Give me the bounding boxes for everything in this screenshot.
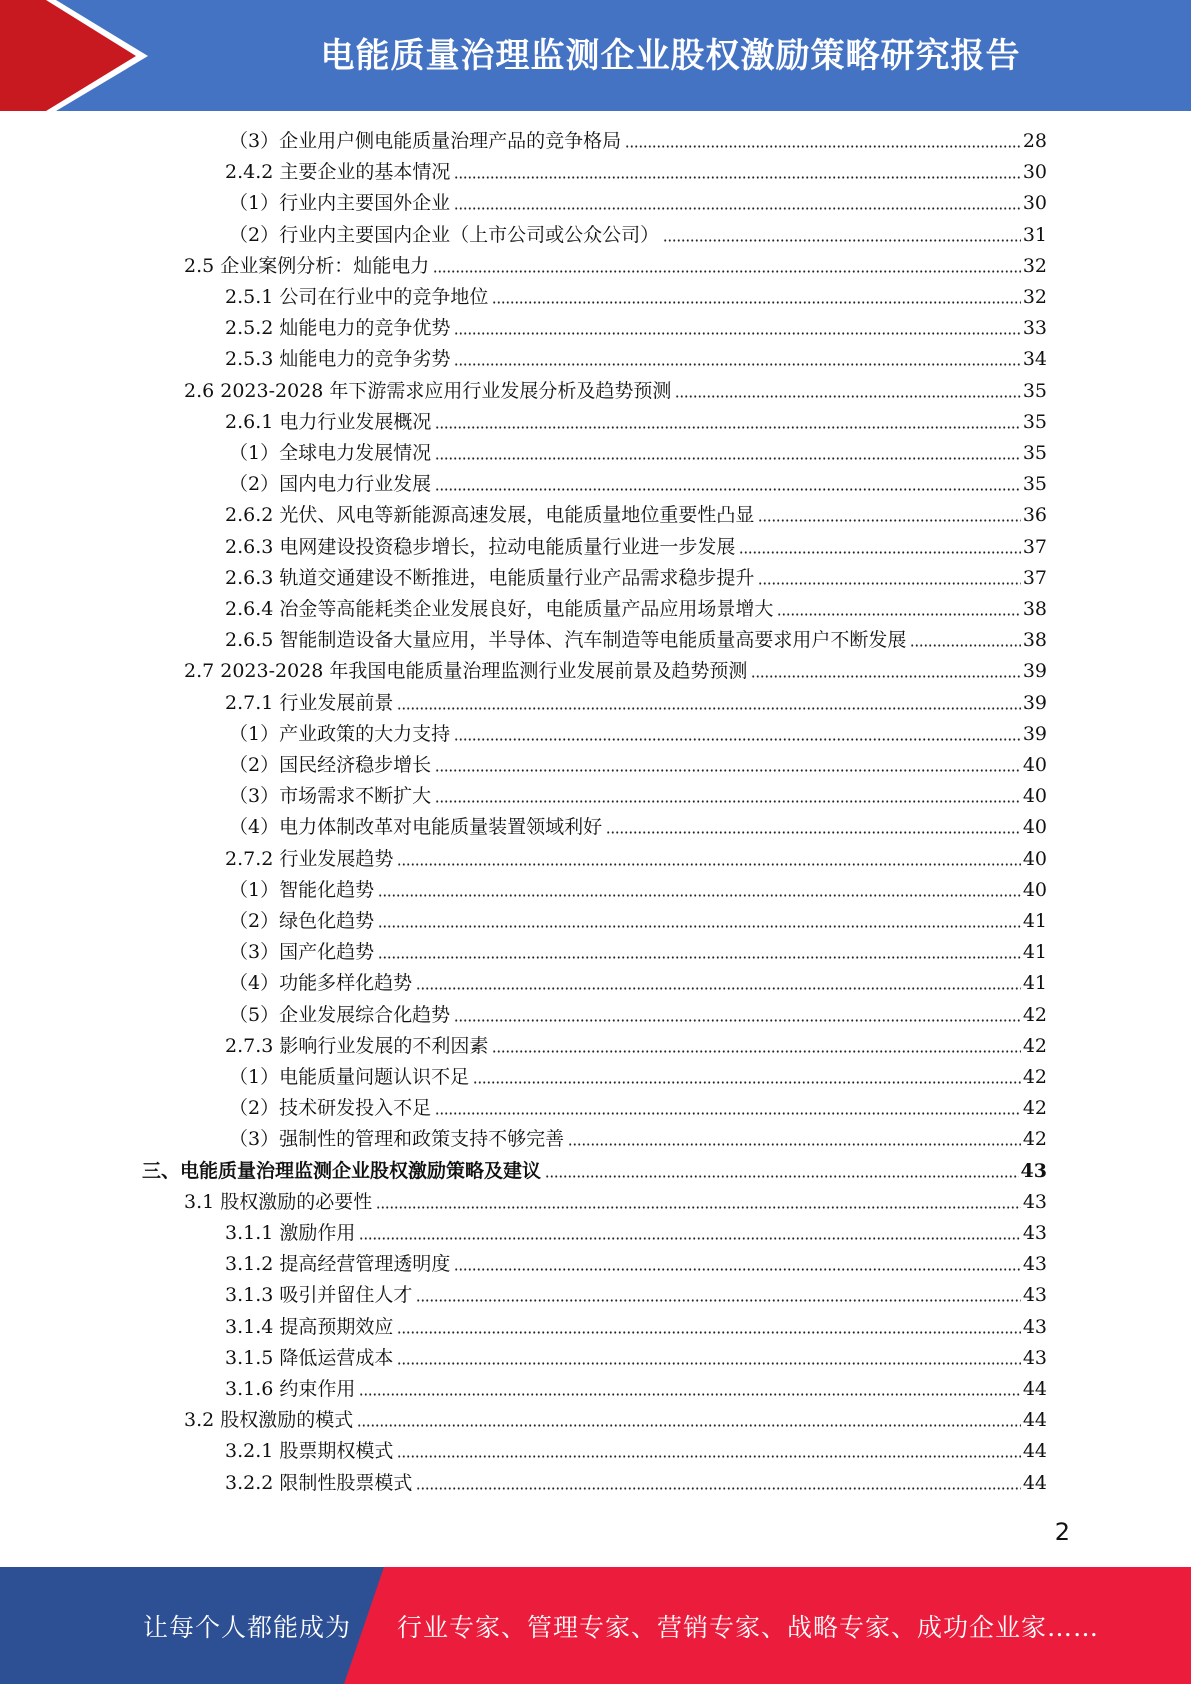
toc-entry-title: 2.7.3 影响行业发展的不利因素 [225,1035,489,1057]
toc-entry-page: 35 [1022,380,1047,402]
toc-entry[interactable] [225,1032,1047,1058]
toc-leader-dots [454,1268,1020,1271]
toc-entry[interactable] [184,1188,1047,1214]
toc-entry-page: 42 [1022,1004,1047,1026]
toc-entry-page: 43 [1022,1347,1047,1369]
toc-leader-dots [910,644,1020,647]
toc-entry[interactable] [225,595,1047,621]
toc-leader-dots [416,1299,1020,1302]
toc-leader-dots [378,894,1021,897]
toc-entry[interactable] [225,408,1047,434]
toc-entry-title: （3）国产化趋势 [229,941,375,963]
toc-entry-page: 39 [1022,692,1047,714]
toc-entry-page: 43 [1020,1160,1047,1182]
toc-leader-dots [435,426,1020,429]
toc-entry[interactable] [225,1344,1047,1370]
toc-entry-page: 42 [1022,1066,1047,1088]
toc-entry-page: 34 [1022,348,1047,370]
toc-entry[interactable] [225,1219,1047,1245]
toc-entry-title: 2.5 企业案例分析：灿能电力 [184,255,430,277]
toc-entry-page: 37 [1022,536,1047,558]
toc-leader-dots [397,1362,1020,1365]
toc-entry-page: 39 [1022,660,1047,682]
toc-entry-title: （3）市场需求不断扩大 [229,785,432,807]
toc-leader-dots [625,145,1021,148]
toc-leader-dots [378,956,1021,959]
toc-entry[interactable] [225,1281,1047,1307]
toc-entry[interactable] [225,1437,1047,1463]
toc-leader-dots [751,675,1020,678]
toc-entry-page: 43 [1022,1253,1047,1275]
toc-entry[interactable] [229,938,1047,964]
toc-entry[interactable] [225,345,1047,371]
toc-entry-title: 3.1 股权激励的必要性 [184,1191,373,1213]
toc-leader-dots [378,925,1021,928]
toc-entry[interactable] [184,252,1047,278]
toc-leader-dots [454,738,1021,741]
toc-entry-page: 30 [1022,161,1047,183]
toc-entry-title: 2.6.5 智能制造设备大量应用，半导体、汽车制造等电能质量高要求用户不断发展 [225,629,907,651]
toc-leader-dots [435,769,1021,772]
toc-entry-title: 3.1.2 提高经营管理透明度 [225,1253,451,1275]
toc-entry-page: 42 [1022,1128,1047,1150]
toc-entry-title: 3.1.4 提高预期效应 [225,1316,394,1338]
toc-entry-title: 2.6.3 轨道交通建设不断推进，电能质量行业产品需求稳步提升 [225,567,755,589]
toc-entry-title: （2）国民经济稳步增长 [229,754,432,776]
toc-entry-title: 2.5.1 公司在行业中的竞争地位 [225,286,489,308]
toc-leader-dots [545,1175,1019,1178]
toc-entry-page: 35 [1022,442,1047,464]
toc-entry-title: 2.6.1 电力行业发展概况 [225,411,432,433]
toc-entry[interactable] [225,1250,1047,1276]
toc-entry[interactable] [229,876,1047,902]
toc-entry-page: 38 [1022,598,1047,620]
toc-entry[interactable] [184,1406,1047,1432]
toc-entry[interactable] [229,907,1047,933]
toc-entry[interactable] [229,1094,1047,1120]
toc-leader-dots [397,863,1020,866]
toc-entry-page: 40 [1022,754,1047,776]
toc-entry[interactable] [142,1157,1047,1183]
toc-entry-title: 2.5.2 灿能电力的竞争优势 [225,317,451,339]
toc-entry-title: （3）企业用户侧电能质量治理产品的竞争格局 [229,130,622,152]
toc-entry-title: 2.7 2023-2028 年我国电能质量治理监测行业发展前景及趋势预测 [184,660,748,682]
toc-entry[interactable] [225,1375,1047,1401]
toc-entry-title: （2）绿色化趋势 [229,910,375,932]
toc-entry[interactable] [225,283,1047,309]
toc-entry-title: 2.6.3 电网建设投资稳步增长，拉动电能质量行业进一步发展 [225,536,736,558]
toc-entry[interactable] [225,533,1047,559]
report-title: 电能质量治理监测企业股权激励策略研究报告 [320,36,1021,76]
footer-roles: 行业专家、管理专家、营销专家、战略专家、成功企业家…… [397,1612,1100,1642]
toc-entry-page: 40 [1022,785,1047,807]
toc-entry[interactable] [229,813,1047,839]
toc-leader-dots [473,1081,1021,1084]
toc-entry[interactable] [225,626,1047,652]
toc-entry-page: 44 [1022,1472,1047,1494]
toc-entry[interactable] [229,127,1047,153]
toc-entry[interactable] [225,564,1047,590]
toc-entry-page: 39 [1022,723,1047,745]
toc-leader-dots [454,1019,1021,1022]
toc-entry-page: 44 [1022,1440,1047,1462]
toc-entry[interactable] [229,1125,1047,1151]
toc-entry[interactable] [184,377,1047,403]
toc-entry[interactable] [225,1469,1047,1495]
toc-entry[interactable] [184,657,1047,683]
toc-leader-dots [492,1050,1020,1053]
toc-entry-page: 35 [1022,473,1047,495]
toc-entry-title: （1）全球电力发展情况 [229,442,432,464]
toc-entry-page: 41 [1022,941,1047,963]
toc-entry-page: 42 [1022,1097,1047,1119]
toc-leader-dots [433,270,1021,273]
toc-entry-page: 40 [1022,816,1047,838]
page-number: 2 [1054,1518,1070,1546]
toc-entry-page: 37 [1022,567,1047,589]
toc-entry-title: 3.1.1 激励作用 [225,1222,356,1244]
toc-entry-title: （2）技术研发投入不足 [229,1097,432,1119]
toc-leader-dots [454,332,1020,335]
toc-entry[interactable] [229,470,1047,496]
toc-entry-title: （1）产业政策的大力支持 [229,723,451,745]
toc-entry-page: 38 [1022,629,1047,651]
toc-leader-dots [777,613,1020,616]
toc-entry-title: 2.7.2 行业发展趋势 [225,848,394,870]
toc-leader-dots [435,1112,1021,1115]
toc-entry-title: （1）智能化趋势 [229,879,375,901]
toc-entry[interactable] [225,158,1047,184]
header-banner [0,0,1191,111]
toc-entry-page: 36 [1022,504,1047,526]
toc-entry-title: 3.2 股权激励的模式 [184,1409,354,1431]
toc-leader-dots [435,800,1021,803]
toc-entry-title: 2.6.4 冶金等高能耗类企业发展良好，电能质量产品应用场景增大 [225,598,774,620]
toc-entry-title: （1）电能质量问题认识不足 [229,1066,470,1088]
footer-slogan: 让每个人都能成为 [143,1612,352,1642]
toc-leader-dots [435,457,1021,460]
toc-entry[interactable] [229,439,1047,465]
toc-entry-title: （2）国内电力行业发展 [229,473,432,495]
toc-entry[interactable] [229,782,1047,808]
toc-leader-dots [416,987,1021,990]
toc-entry-title: 3.1.3 吸引并留住人才 [225,1284,413,1306]
toc-entry-page: 31 [1022,224,1047,246]
toc-entry-page: 33 [1022,317,1047,339]
toc-entry-title: 三、电能质量治理监测企业股权激励策略及建议 [142,1160,542,1182]
toc-leader-dots [359,1393,1020,1396]
toc-entry-title: （1）行业内主要国外企业 [229,192,451,214]
toc-leader-dots [454,363,1020,366]
toc-entry-title: 3.2.1 股票期权模式 [225,1440,394,1462]
toc-leader-dots [739,551,1020,554]
toc-leader-dots [663,239,1021,242]
toc-entry-page: 43 [1022,1191,1047,1213]
toc-entry-page: 43 [1022,1222,1047,1244]
toc-entry-page: 44 [1022,1378,1047,1400]
toc-entry[interactable] [229,969,1047,995]
toc-entry[interactable] [229,720,1047,746]
toc-leader-dots [359,1237,1020,1240]
toc-entry-page: 32 [1022,255,1047,277]
toc-entry-page: 30 [1022,192,1047,214]
toc-entry-page: 42 [1022,1035,1047,1057]
toc-entry[interactable] [225,1313,1047,1339]
toc-entry-title: 3.2.2 限制性股票模式 [225,1472,413,1494]
toc-entry-title: （5）企业发展综合化趋势 [229,1004,451,1026]
toc-entry-title: （4）电力体制改革对电能质量装置领域利好 [229,816,603,838]
toc-leader-dots [568,1143,1021,1146]
toc-entry[interactable] [229,221,1047,247]
toc-entry-page: 41 [1022,972,1047,994]
toc-entry-page: 32 [1022,286,1047,308]
toc-entry[interactable] [229,189,1047,215]
toc-entry[interactable] [225,501,1047,527]
toc-leader-dots [397,1331,1020,1334]
toc-entry-title: 2.5.3 灿能电力的竞争劣势 [225,348,451,370]
toc-leader-dots [758,582,1020,585]
toc-entry-title: （4）功能多样化趋势 [229,972,413,994]
toc-entry-page: 40 [1022,848,1047,870]
toc-entry[interactable] [225,845,1047,871]
toc-entry-page: 41 [1022,910,1047,932]
toc-entry[interactable] [229,1063,1047,1089]
toc-leader-dots [376,1206,1021,1209]
toc-leader-dots [675,395,1020,398]
toc-leader-dots [416,1487,1020,1490]
toc-leader-dots [397,1455,1020,1458]
toc-entry-title: （2）行业内主要国内企业（上市公司或公众公司） [229,224,660,246]
toc-entry-title: 2.7.1 行业发展前景 [225,692,394,714]
toc-entry-page: 44 [1022,1409,1047,1431]
toc-leader-dots [397,707,1020,710]
footer-banner [0,1567,1191,1684]
toc-entry-title: 2.6.2 光伏、风电等新能源高速发展，电能质量地位重要性凸显 [225,504,755,526]
toc-entry-page: 40 [1022,879,1047,901]
toc-leader-dots [454,176,1020,179]
toc-entry[interactable] [229,751,1047,777]
toc-leader-dots [492,301,1020,304]
toc-leader-dots [435,488,1021,491]
toc-leader-dots [454,207,1021,210]
toc-leader-dots [758,519,1020,522]
toc-entry-title: （3）强制性的管理和政策支持不够完善 [229,1128,565,1150]
toc-leader-dots [606,831,1021,834]
toc-entry[interactable] [229,1001,1047,1027]
toc-entry-title: 2.4.2 主要企业的基本情况 [225,161,451,183]
toc-entry-page: 28 [1022,130,1047,152]
toc-entry-page: 43 [1022,1316,1047,1338]
toc-entry-title: 3.1.5 降低运营成本 [225,1347,394,1369]
toc-entry-title: 2.6 2023-2028 年下游需求应用行业发展分析及趋势预测 [184,380,672,402]
toc-entry-title: 3.1.6 约束作用 [225,1378,356,1400]
toc-entry-page: 43 [1022,1284,1047,1306]
toc-entry[interactable] [225,314,1047,340]
chevron-arrow-icon [0,0,160,111]
toc-leader-dots [357,1424,1021,1427]
toc-entry-page: 35 [1022,411,1047,433]
toc-entry[interactable] [225,689,1047,715]
